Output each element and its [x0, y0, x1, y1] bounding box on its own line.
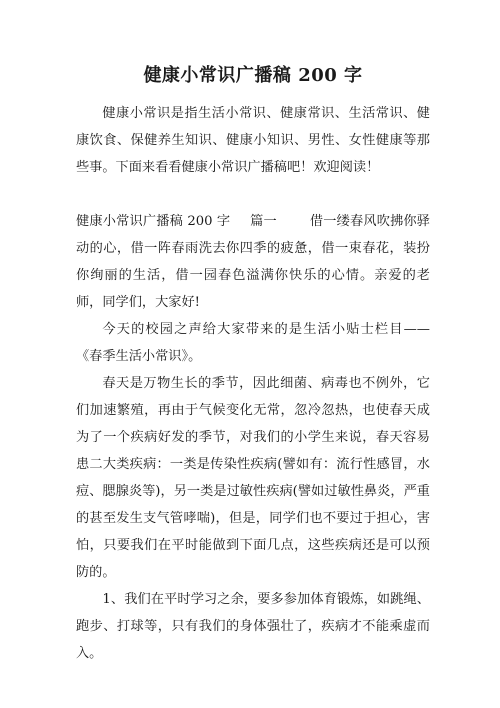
section-first-paragraph: 借一缕春风吹拂你驿动的心，借一阵春雨洗去你四季的疲惫，借一束春花，装扮你绚丽的生活，借一园春色溢满你快乐的心情。亲爱的老师，同学们，大家好!	[76, 214, 430, 310]
section-label: 篇一	[250, 214, 277, 229]
section-title: 健康小常识广播稿 200 字	[76, 214, 231, 229]
intro-paragraph: 健康小常识是指生活小常识、健康常识、生活常识、健康饮食、保健养生知识、健康小知识、男性、女性健康等那些事。下面来看看健康小常识广播稿吧！欢迎阅读！	[76, 106, 430, 175]
document-title: 健康小常识广播稿 200 字	[143, 65, 363, 86]
body-paragraph-3: 1、我们在平时学习之余，要多参加体育锻炼，如跳绳、跑步、打球等，只有我们的身体强壮了，疾病才不能乘虚而入。	[76, 592, 430, 661]
body-paragraph-1: 今天的校园之声给大家带来的是生活小贴士栏目——《春季生活小常识》。	[76, 322, 430, 364]
body-paragraph-2: 春天是万物生长的季节，因此细菌、病毒也不例外，它们加速繁殖，再由于气候变化无常，忽冷忽热，也使春天成为了一个疾病好发的季节，对我们的小学生来说，春天容易患二大类疾病：一类是传染性疾病(譬如有：流行性感冒，水痘、腮腺炎等)，另一类是过敏性疾病(譬如过敏性鼻炎，严重的甚至发生支气管哮喘)，但是，同学们也不要过于担心，害怕，只要我们在平时能做到下面几点，这些疾病还是可以预防的。	[76, 376, 430, 580]
paragraph-spacer	[76, 181, 430, 208]
section-paragraph	[76, 208, 430, 316]
